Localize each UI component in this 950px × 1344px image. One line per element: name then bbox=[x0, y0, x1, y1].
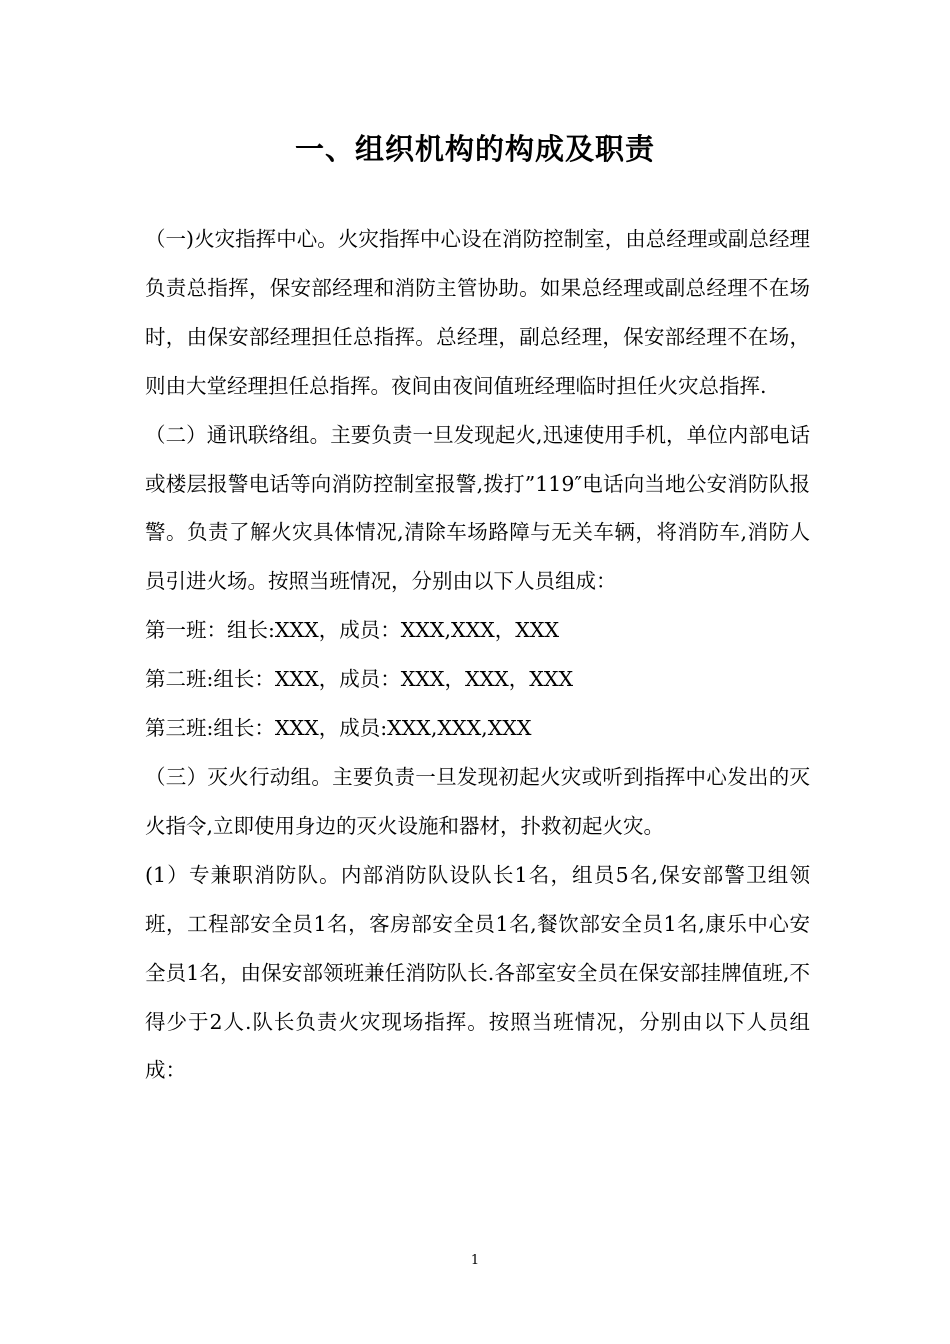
paragraph-fire-brigade: (1）专兼职消防队。内部消防队设队长1名，组员5名,保安部警卫组领班，工程部安全员1名，客房部安全员1名,餐饮部安全员1名,康乐中心安全员1名，由保安部领班兼任消防队长.各部室安全员在保安部挂牌值班,不得少于2人.队长负责火灾现场指挥。按照当班情况，分别由以下人员组成： bbox=[145, 862, 810, 1083]
paragraph-shift-one: 第一班：组长:XXX，成员：XXX,XXX，XXX bbox=[145, 618, 560, 643]
paragraph-firefighting-group: （三）灭火行动组。主要负责一旦发现初起火灾或听到指挥中心发出的灭火指令,立即使用身边的灭火设施和器材，扑救初起火灾。 bbox=[145, 764, 810, 838]
page-title: 一、组织机构的构成及职责 bbox=[294, 132, 655, 167]
paragraph-shift-three: 第三班:组长：XXX，成员:XXX,XXX,XXX bbox=[145, 716, 532, 741]
document-body bbox=[145, 215, 810, 1095]
page-number: 1 bbox=[470, 1253, 480, 1268]
paragraph-fire-command-center: （一)火灾指挥中心。火灾指挥中心设在消防控制室，由总经理或副总经理负责总指挥，保安部经理和消防主管协助。如果总经理或副总经理不在场时，由保安部经理担任总指挥。总经理，副总经理，保安部经理不在场，则由大堂经理担任总指挥。夜间由夜间值班经理临时担任火灾总指挥. bbox=[145, 227, 810, 398]
paragraph-communication-group: （二）通讯联络组。主要负责一旦发现起火,迅速使用手机，单位内部电话或楼层报警电话等向消防控制室报警,拨打”119″电话向当地公安消防队报警。负责了解火灾具体情况,清除车场路障与无关车辆，将消防车,消防人员引进火场。按照当班情况，分别由以下人员组成： bbox=[145, 422, 810, 594]
paragraph-shift-two: 第二班:组长：XXX，成员：XXX，XXX，XXX bbox=[145, 667, 574, 692]
